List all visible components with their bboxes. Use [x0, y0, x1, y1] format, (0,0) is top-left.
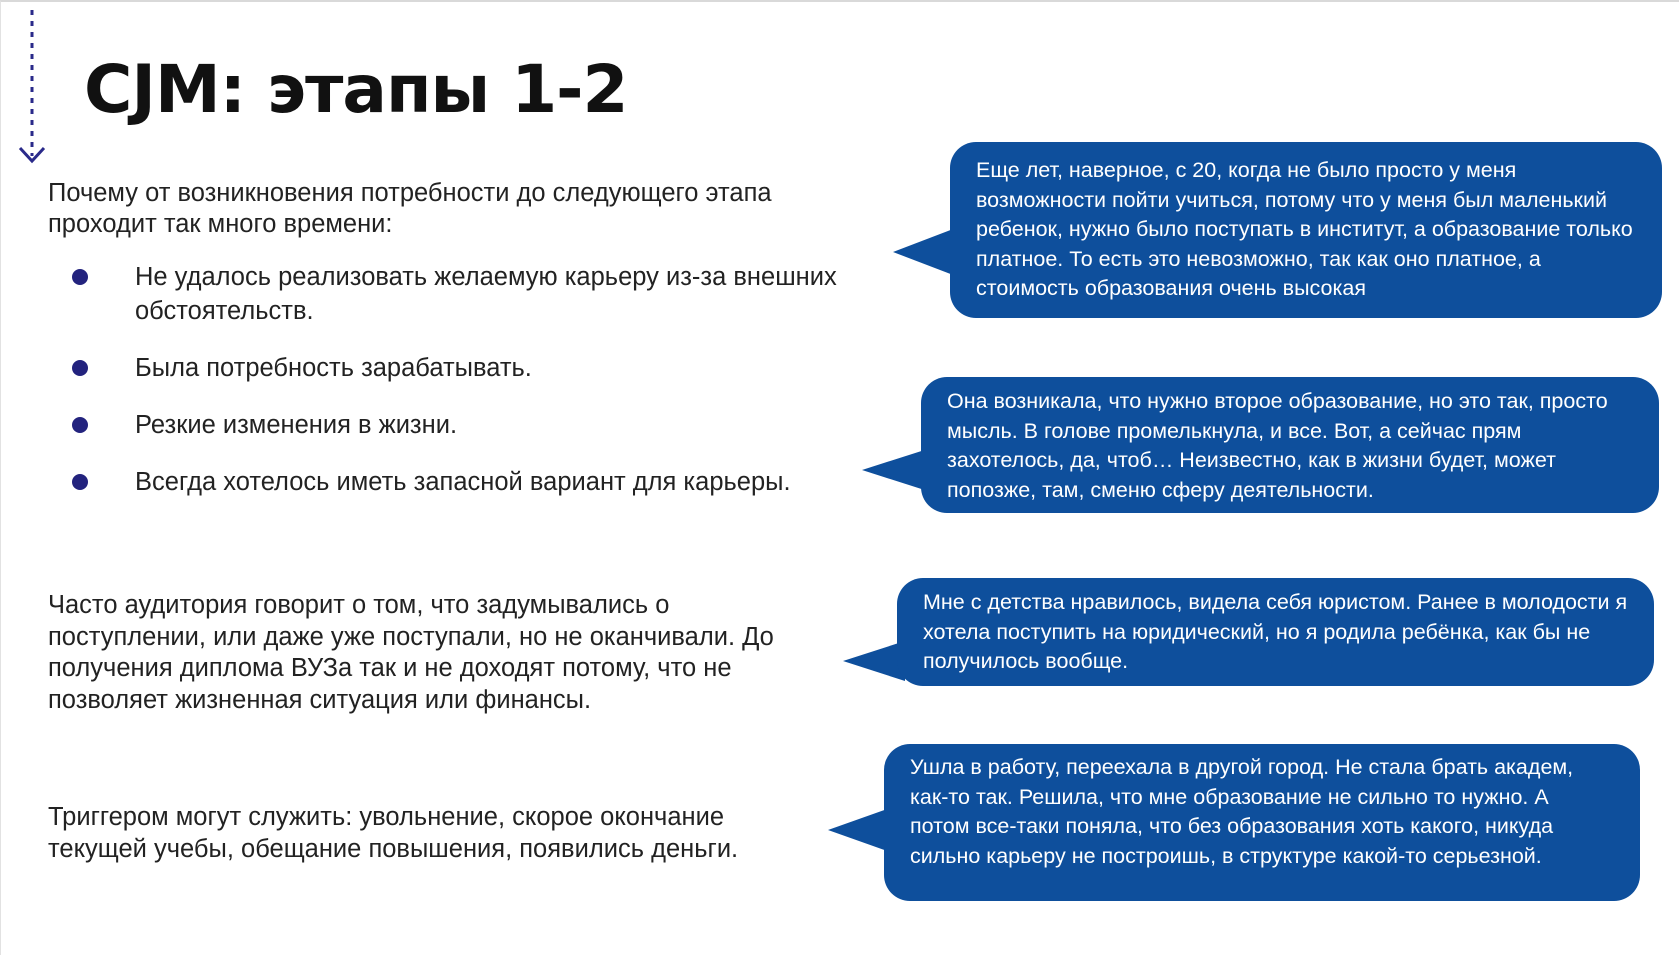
- trigger-paragraph: Триггером могут служить: увольнение, скорое окончание текущей учебы, обещание повышения, появились деньги.: [48, 803, 739, 863]
- bullet-dot-icon: [72, 474, 88, 490]
- reason-text: Всегда хотелось иметь запасной вариант для карьеры.: [135, 468, 791, 496]
- reason-text: Резкие изменения в жизни.: [135, 411, 458, 439]
- reasons-list: [60, 260, 840, 522]
- list-item: [60, 260, 840, 328]
- bullet-dot-icon: [72, 269, 88, 285]
- speech-bubble: [950, 142, 1662, 318]
- reason-text: Была потребность зарабатывать.: [135, 354, 532, 382]
- quote-text: Еще лет, наверное, с 20, когда не было просто у меня возможности пойти учиться, потому что у меня был маленький ребенок, нужно было поступать в институт, а образование только платное. То есть это невозможно, так как оно платное, а стоимость образования очень высокая: [976, 158, 1633, 300]
- speech-bubble: [884, 744, 1640, 901]
- reason-text: Не удалось реализовать желаемую карьеру из-за внешних обстоятельств.: [135, 263, 837, 325]
- list-item: [60, 408, 840, 442]
- speech-tail: [843, 641, 905, 681]
- intro-text: Почему от возникновения потребности до следующего этапа проходит так много времени:: [48, 179, 772, 238]
- quote-text: Она возникала, что нужно второе образование, но это так, просто мысль. В голове промелькнула, и все. Вот, а сейчас прям захотелось, да, чтоб… Неизвестно, как в жизни будет, может попозже, там, сменю сферу деятельности.: [947, 389, 1608, 502]
- speech-bubble: [921, 377, 1659, 513]
- quote-text: Мне с детства нравилось, видела себя юристом. Ранее в молодости я хотела поступить на юридический, но я родила ребёнка, как бы не получилось вообще.: [923, 590, 1628, 673]
- bullet-dot-icon: [72, 360, 88, 376]
- speech-bubble: [897, 578, 1654, 686]
- list-item: [60, 351, 840, 385]
- quote-text: Ушла в работу, переехала в другой город. Не стала брать академ, как-то так. Решила, что мне образование не сильно то нужно. А потом все-таки поняла, что без образования хоть какого, никуда сильно карьеру не построишь, в структуре какой-то серьезной.: [910, 755, 1574, 868]
- dotted-down-arrow-icon: [14, 6, 50, 166]
- page-title: CJM: этапы 1-2: [84, 51, 628, 128]
- list-item: [60, 465, 840, 499]
- speech-tail: [828, 808, 890, 852]
- bullet-dot-icon: [72, 417, 88, 433]
- audience-paragraph: Часто аудитория говорит о том, что задумывались о поступлении, или даже уже поступали, но не оканчивали. До получения диплома ВУЗа так и не доходят потому, что не позволяет жизненная ситуация или финансы.: [48, 591, 774, 714]
